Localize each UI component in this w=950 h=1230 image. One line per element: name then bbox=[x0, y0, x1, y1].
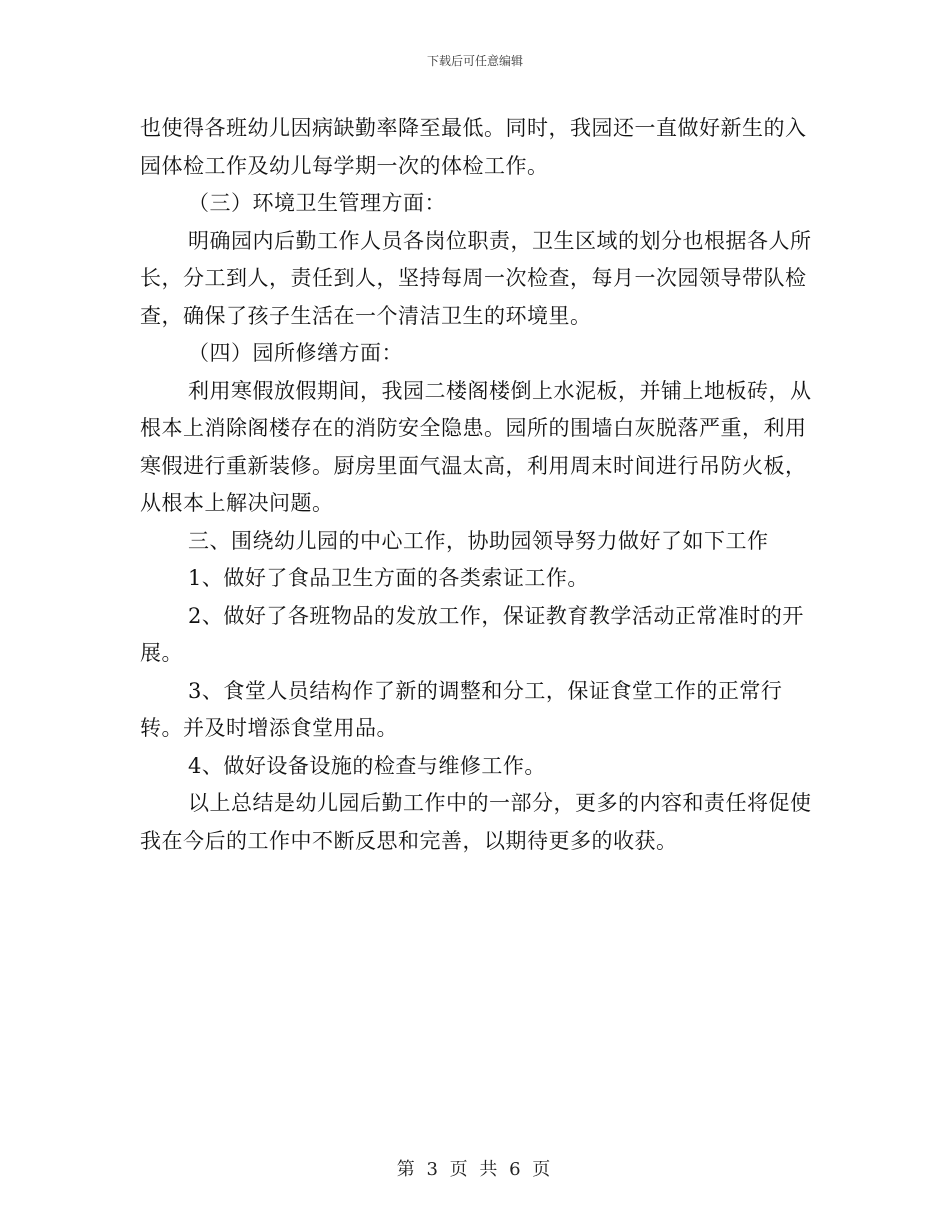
document-body bbox=[140, 110, 820, 860]
section-heading-environment: （三）环境卫生管理方面： bbox=[188, 191, 446, 215]
list-item-3: 3、食堂人员结构作了新的调整和分工，保证食堂工作的正常行转。并及时增添食堂用品。 bbox=[140, 678, 783, 740]
list-item-4: 4、做好设备设施的检查与维修工作。 bbox=[188, 753, 546, 778]
page-header: 下载后可任意编辑 bbox=[426, 54, 523, 68]
list-item-1: 1、做好了食品卫生方面的各类索证工作。 bbox=[188, 566, 589, 590]
paragraph-environment: 明确园内后勤工作人员各岗位职责，卫生区域的划分也根据各人所长，分工到人，责任到人，坚持每周一次检查，每月一次园领导带队检查，确保了孩子生活在一个清洁卫生的环境里。 bbox=[140, 228, 812, 328]
paragraph-repair: 利用寒假放假期间，我园二楼阁楼倒上水泥板，并铺上地板砖，从根本上消除阁楼存在的消防安全隐患。园所的围墙白灰脱落严重，利用寒假进行重新装修。厨房里面气温太高，利用周末时间进行吊防火板，从根本上解决问题。 bbox=[140, 378, 812, 515]
section-heading-repair: （四）园所修缮方面： bbox=[188, 341, 403, 365]
section-heading-central-work: 三、围绕幼儿园的中心工作，协助园领导努力做好了如下工作 bbox=[188, 528, 769, 553]
paragraph-conclusion: 以上总结是幼儿园后勤工作中的一部分，更多的内容和责任将促使我在今后的工作中不断反思和完善，以期待更多的收获。 bbox=[140, 791, 812, 853]
paragraph-intro-continuation: 也使得各班幼儿因病缺勤率降至最低。同时，我园还一直做好新生的入园体检工作及幼儿每学期一次的体检工作。 bbox=[140, 116, 807, 178]
list-item-2: 2、做好了各班物品的发放工作，保证教育教学活动正常准时的开展。 bbox=[140, 603, 804, 665]
page-number: 第 3 页 共 6 页 bbox=[396, 1159, 554, 1180]
